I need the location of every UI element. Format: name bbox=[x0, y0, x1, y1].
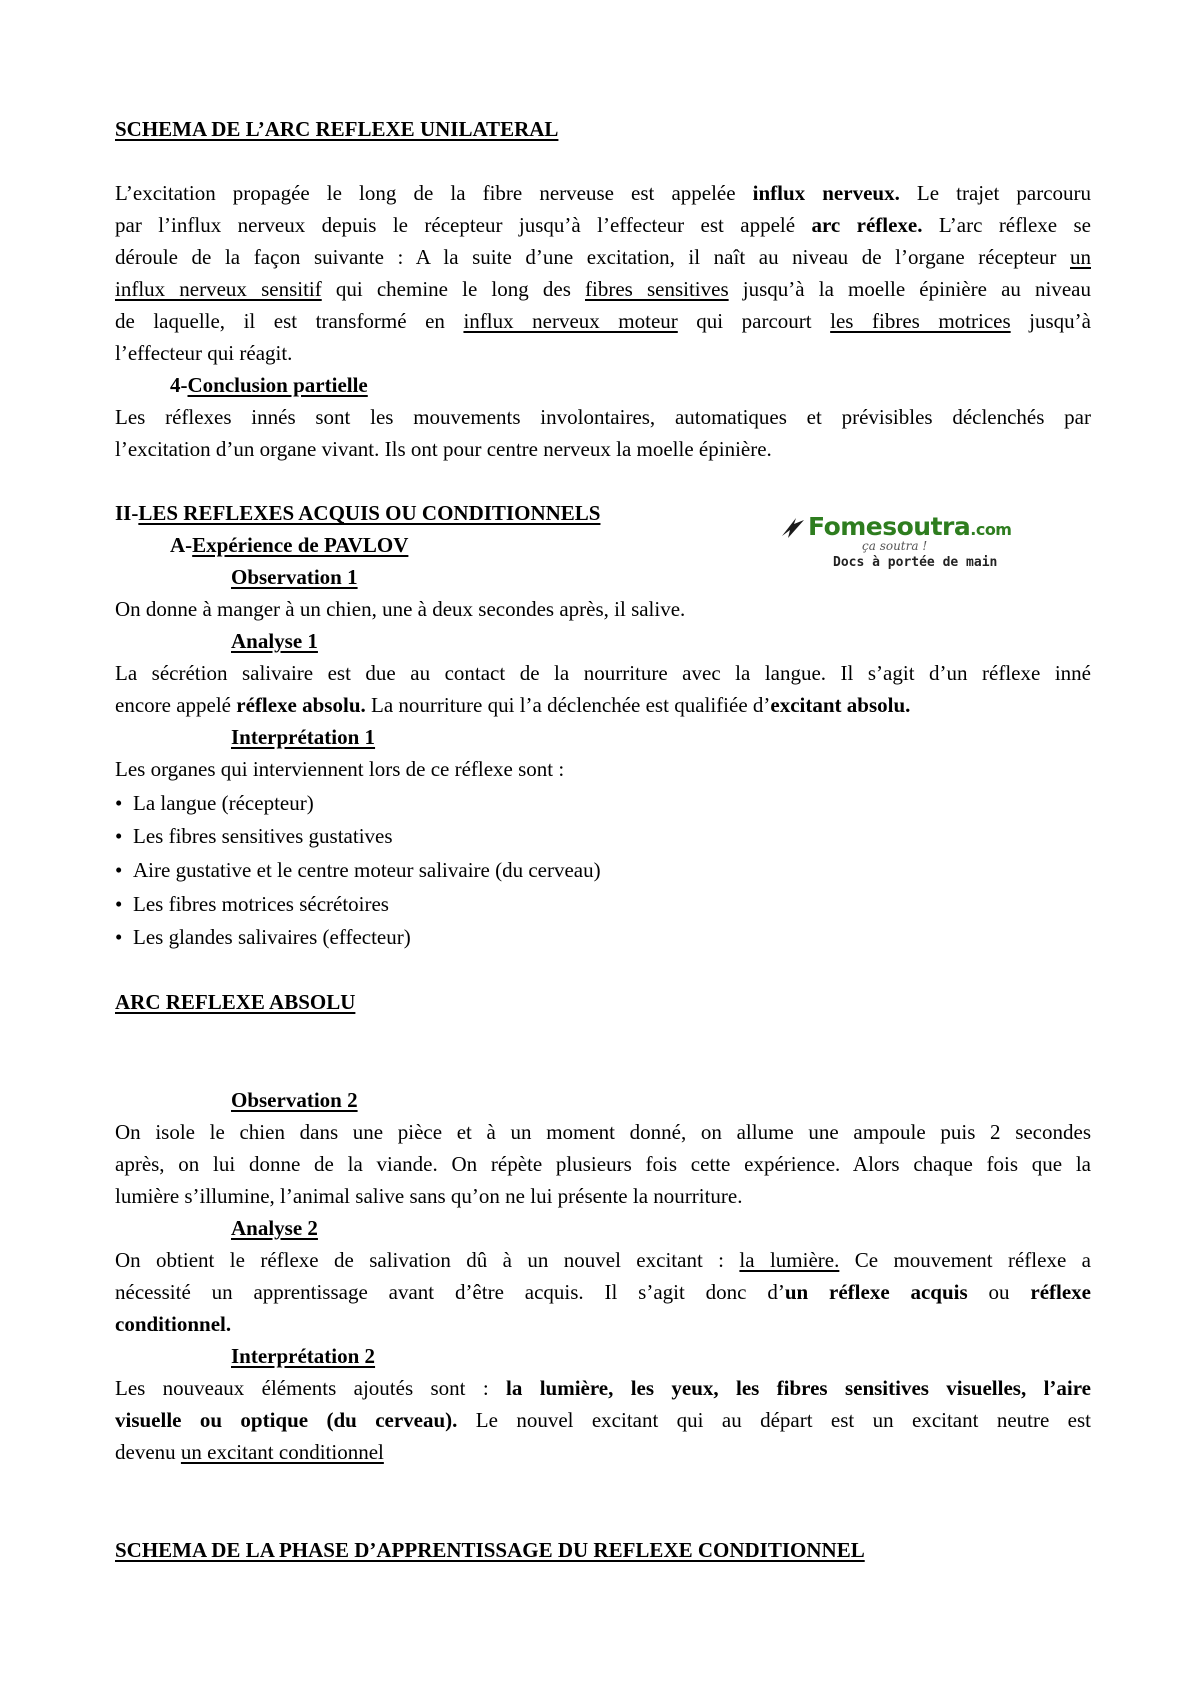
interpretation-2-line: visuelle ou optique (du cerveau). Le nouvel excitant qui au départ est un excitant neutre est bbox=[115, 1408, 1092, 1432]
interpretation-1-intro: Les organes qui interviennent lors de ce réflexe sont : bbox=[115, 757, 565, 781]
analyse-1-line: La sécrétion salivaire est due au contact de la nourriture avec la langue. Il s’agit d’un réflexe inné bbox=[115, 661, 1091, 685]
heading-analyse-2: Analyse 2 bbox=[231, 1216, 318, 1240]
observation-2-line: lumière s’illumine, l’animal salive sans qu’on ne lui présente la nourriture. bbox=[115, 1184, 743, 1208]
paragraph-line: de laquelle, il est transformé en influx nerveux moteur qui parcourt les fibres motrices jusqu’à bbox=[115, 309, 1091, 333]
logo-mark-icon bbox=[780, 516, 806, 540]
conclusion-line: Les réflexes innés sont les mouvements involontaires, automatiques et prévisibles déclenchés par bbox=[115, 405, 1091, 429]
analyse-2-line: conditionnel. bbox=[115, 1312, 232, 1336]
paragraph-line: par l’influx nerveux depuis le récepteur jusqu’à l’effecteur est appelé arc réflexe. L’arc réflexe se bbox=[115, 213, 1091, 237]
heading-observation-1: Observation 1 bbox=[231, 565, 358, 589]
observation-2-line: après, on lui donne de la viande. On répète plusieurs fois cette expérience. Alors chaque fois que la bbox=[115, 1152, 1091, 1176]
analyse-2-line: On obtient le réflexe de salivation dû à un nouvel excitant : la lumière. Ce mouvement réflexe a bbox=[115, 1248, 1091, 1272]
list-item: • Les glandes salivaires (effecteur) bbox=[115, 925, 411, 949]
heading-observation-2: Observation 2 bbox=[231, 1088, 358, 1112]
list-item: • Les fibres sensitives gustatives bbox=[115, 824, 393, 848]
section-title-reflexes-acquis: II-LES REFLEXES ACQUIS OU CONDITIONNELS bbox=[115, 501, 601, 525]
section-title-arc-reflexe-unilateral: SCHEMA DE L’ARC REFLEXE UNILATERAL bbox=[115, 117, 559, 141]
paragraph-line: l’effecteur qui réagit. bbox=[115, 341, 293, 365]
analyse-2-line: nécessité un apprentissage avant d’être acquis. Il s’agit donc d’un réflexe acquis ou réflexe bbox=[115, 1280, 1092, 1304]
paragraph-line: déroule de la façon suivante : A la suite d’une excitation, il naît au niveau de l’organe récepteur un bbox=[115, 245, 1091, 269]
analyse-1-line: encore appelé réflexe absolu. La nourriture qui l’a déclenchée est qualifiée d’excitant absolu. bbox=[115, 693, 911, 717]
observation-2-line: On isole le chien dans une pièce et à un moment donné, on allume une ampoule puis 2 secondes bbox=[115, 1120, 1091, 1144]
heading-interpretation-2: Interprétation 2 bbox=[231, 1344, 376, 1368]
fomesoutra-logo: Fomesoutra.com ça soutra ! Docs à portée de main bbox=[780, 512, 1060, 574]
heading-interpretation-1: Interprétation 1 bbox=[231, 725, 376, 749]
list-item: • La langue (récepteur) bbox=[115, 791, 314, 815]
conclusion-line: l’excitation d’un organe vivant. Ils ont pour centre nerveux la moelle épinière. bbox=[115, 437, 772, 461]
heading-conclusion-partielle: 4-Conclusion partielle bbox=[170, 373, 368, 397]
observation-1-text: On donne à manger à un chien, une à deux secondes après, il salive. bbox=[115, 597, 686, 621]
section-title-arc-reflexe-absolu: ARC REFLEXE ABSOLU bbox=[115, 990, 356, 1014]
heading-experience-pavlov: A-Expérience de PAVLOV bbox=[170, 533, 409, 557]
heading-analyse-1: Analyse 1 bbox=[231, 629, 318, 653]
list-item: • Aire gustative et le centre moteur salivaire (du cerveau) bbox=[115, 858, 601, 882]
section-title-phase-apprentissage: SCHEMA DE LA PHASE D’APPRENTISSAGE DU REFLEXE CONDITIONNEL bbox=[115, 1538, 865, 1562]
interpretation-2-line: Les nouveaux éléments ajoutés sont : la lumière, les yeux, les fibres sensitives visuelles, l’aire bbox=[115, 1376, 1091, 1400]
interpretation-2-line: devenu un excitant conditionnel bbox=[115, 1440, 384, 1464]
list-item: • Les fibres motrices sécrétoires bbox=[115, 892, 389, 916]
paragraph-line: influx nerveux sensitif qui chemine le long des fibres sensitives jusqu’à la moelle épinière au niveau bbox=[115, 277, 1092, 301]
paragraph-line: L’excitation propagée le long de la fibre nerveuse est appelée influx nerveux. Le trajet parcouru bbox=[115, 181, 1092, 205]
